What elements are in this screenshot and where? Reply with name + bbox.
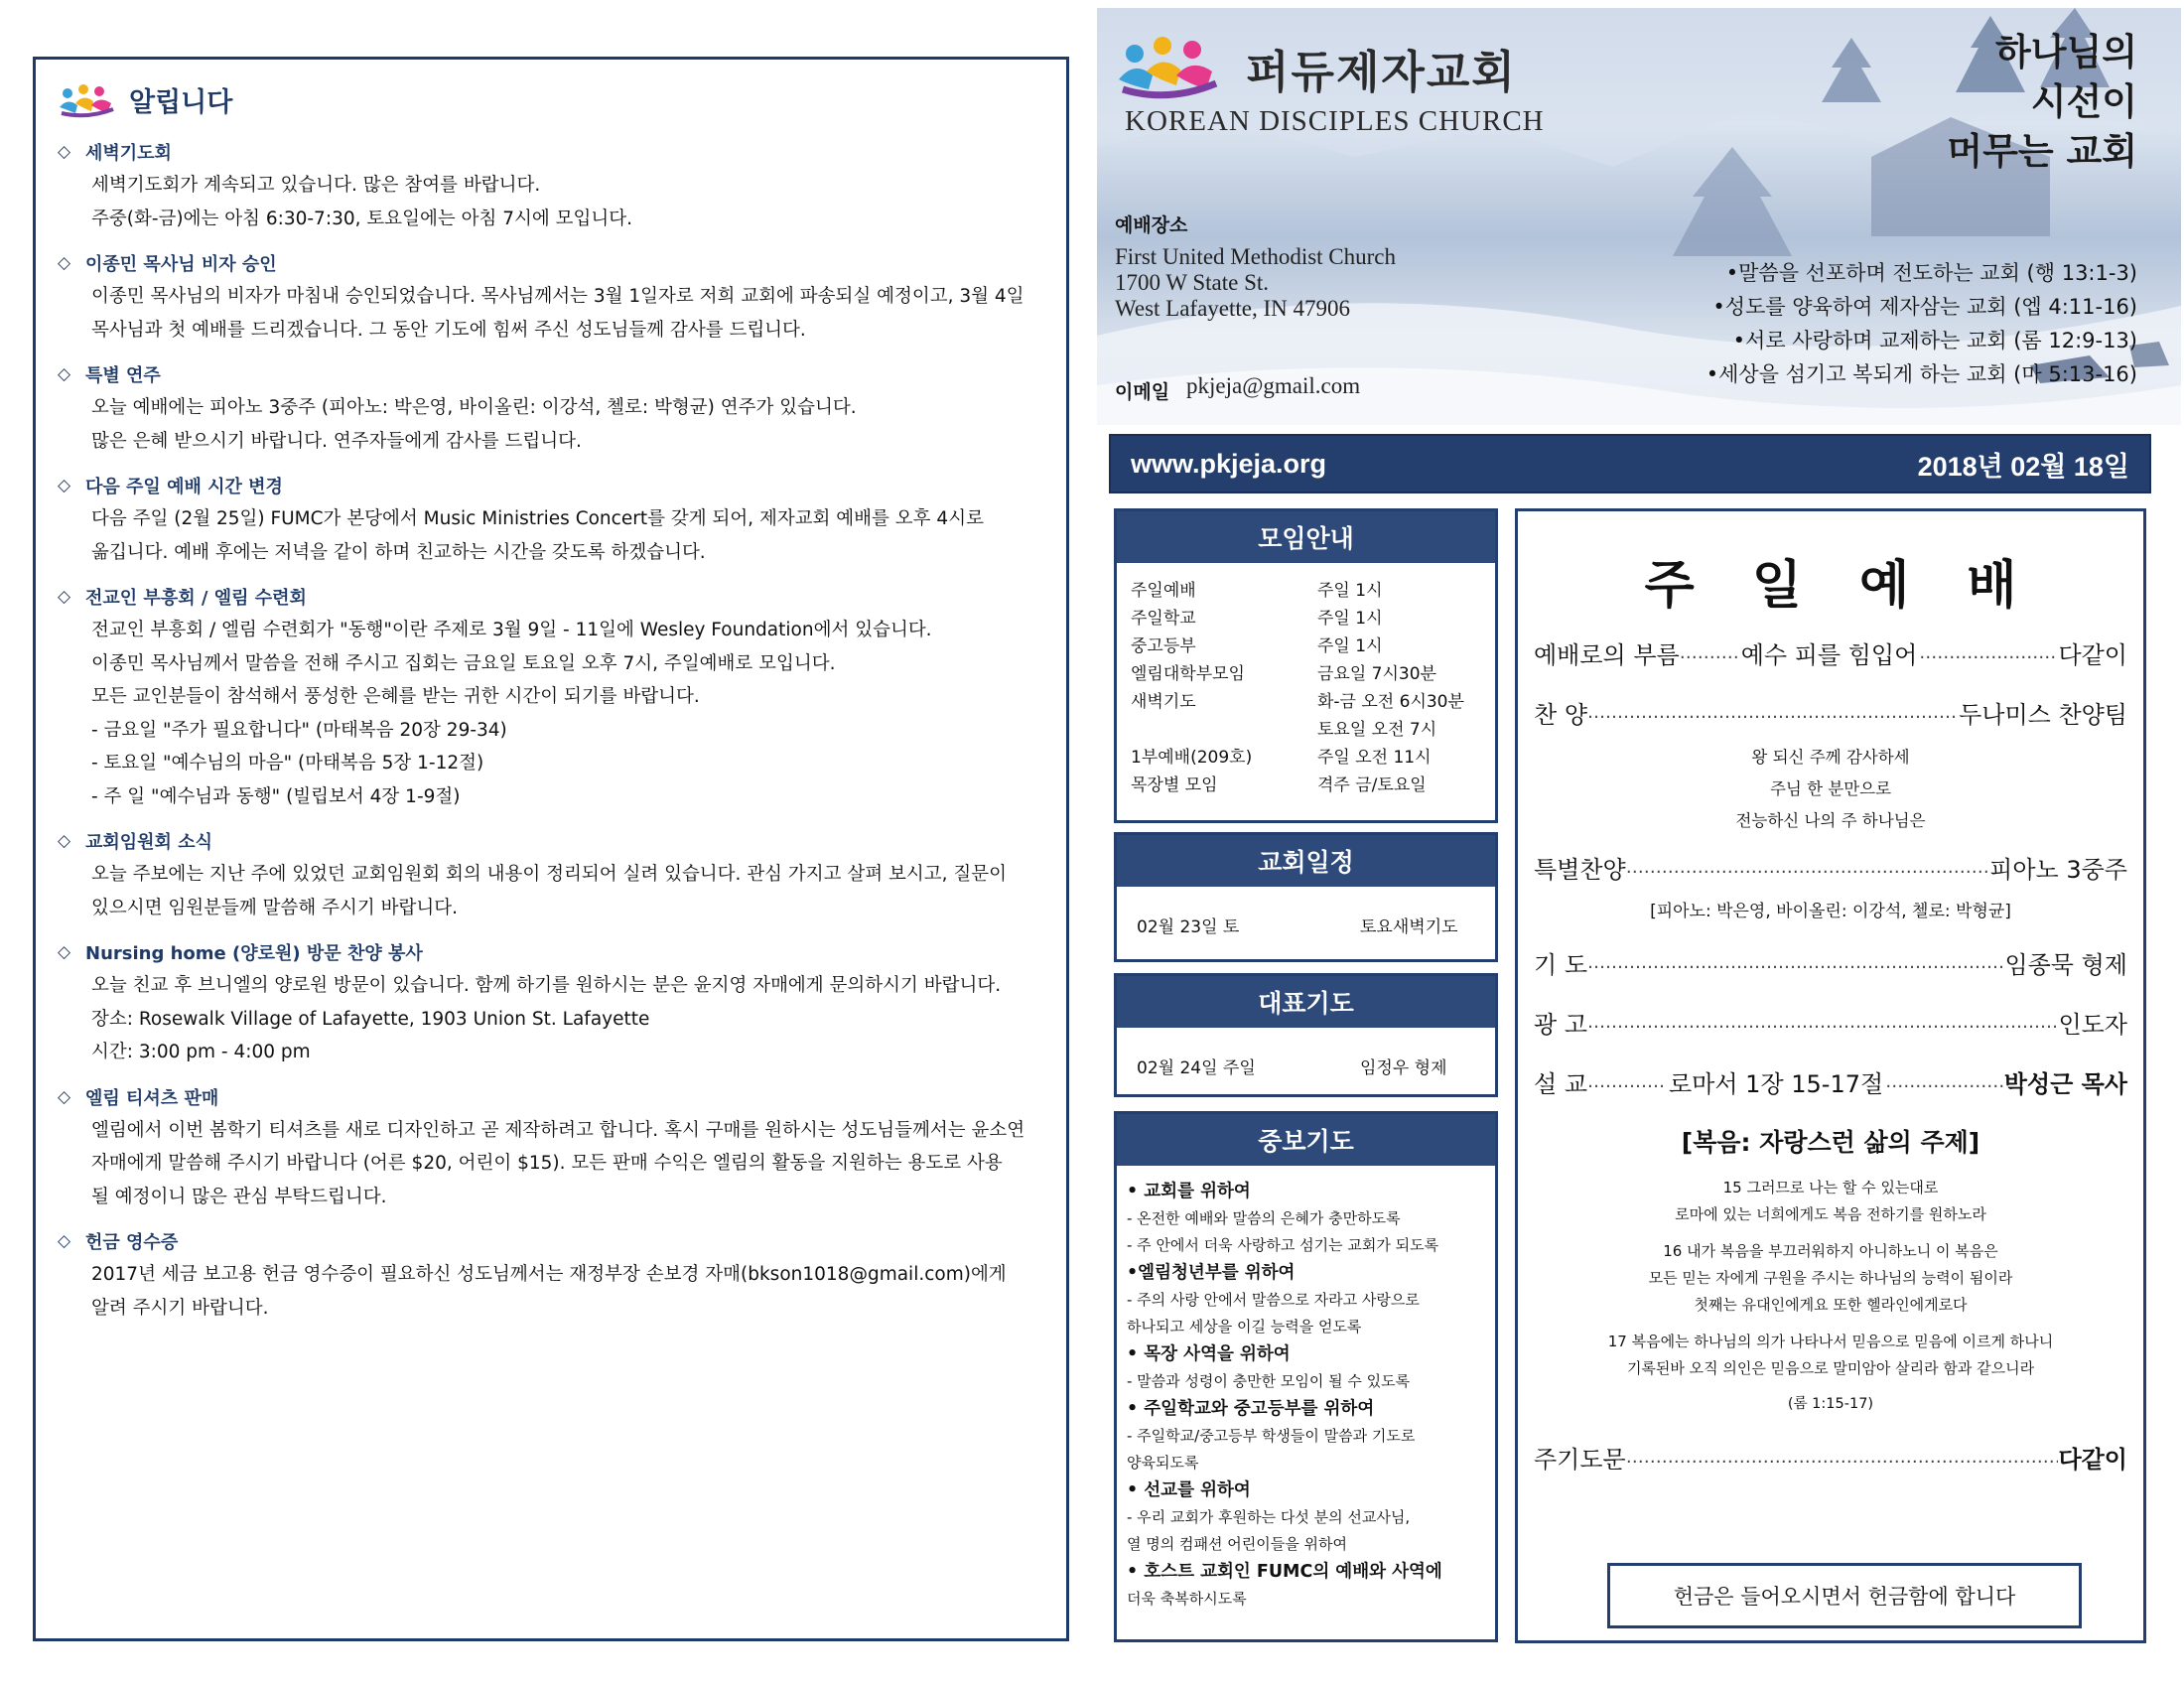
- announcement-item: [58, 357, 1046, 458]
- intercession-detail: 열 명의 컴패션 어린이들을 위하여: [1127, 1535, 1347, 1553]
- order-leader: 인도자: [2058, 1010, 2127, 1039]
- announcement-title: 특별 연주: [85, 365, 161, 386]
- schedule-row: [1117, 887, 1495, 937]
- meetings-box: [1114, 508, 1498, 823]
- verse-line: 17 복음에는 하나님의 의가 나타나서 믿음으로 믿음에 이르게 하나니: [1607, 1333, 2054, 1350]
- slogan-line: 시선이: [2030, 80, 2137, 123]
- order-prayer: [1534, 932, 2127, 992]
- diamond-bullet-icon: ◇: [58, 1086, 71, 1107]
- meeting-time: 주일 1시: [1317, 581, 1383, 601]
- meetings-title: 모임안내: [1117, 511, 1495, 563]
- praise-song: 주님 한 분만으로: [1769, 779, 1892, 798]
- announcements-panel: [33, 57, 1069, 1641]
- announcement-text: 오늘 주보에는 지난 주에 있었던 교회임원회 회의 내용이 정리되어 실려 있습니다. 관심 가지고 살펴 보시고, 질문이: [91, 864, 1008, 885]
- venue-line: First United Methodist Church: [1115, 244, 1397, 269]
- intercession-detail: - 우리 교회가 후원하는 다섯 분의 선교사님,: [1127, 1508, 1411, 1526]
- announcement-text: 2017년 세금 보고용 헌금 영수증이 필요하신 성도님께서는 재정부장 손보경 자매(bkson1018@gmail.com)에게: [91, 1264, 1007, 1285]
- leader-dots: [1885, 1071, 2004, 1092]
- offering-notice: 헌금은 들어오시면서 헌금함에 합니다: [1607, 1563, 2082, 1628]
- announcement-title: 이종민 목사님 비자 승인: [85, 254, 277, 275]
- announcement-title: 헌금 영수증: [85, 1232, 179, 1253]
- worship-title: 주일예배: [1644, 556, 2075, 616]
- order-label: 예배로의 부름: [1534, 640, 1680, 669]
- website-link[interactable]: www.pkjeja.org: [1131, 448, 1327, 479]
- leader-dots: [1587, 702, 1959, 723]
- leader-dots: [1626, 1447, 2059, 1468]
- venue-line: 1700 W State St.: [1115, 270, 1270, 295]
- leader-dots: [1626, 857, 1989, 878]
- meeting-time: 주일 1시: [1317, 636, 1383, 656]
- announcement-text: 옮깁니다. 예배 후에는 저녁을 같이 하며 친교하는 시간을 갖도록 하겠습니다.: [91, 541, 706, 563]
- announcement-text: 이종민 목사님께서 말씀을 전해 주시고 집회는 금요일 토요일 오후 7시, 주일예배로 모입니다.: [91, 652, 836, 674]
- order-label: 특별찬양: [1534, 855, 1626, 884]
- order-leader: 두나미스 찬양팀: [1959, 700, 2127, 729]
- meeting-time: 주일 1시: [1317, 609, 1383, 629]
- order-label: 설 교: [1534, 1069, 1587, 1098]
- verse-line: 로마에 있는 너희에게도 복음 전하기를 원하노라: [1675, 1205, 1986, 1223]
- order-special-music: [1534, 837, 2127, 897]
- announcement-title: 교회임원회 소식: [85, 832, 212, 853]
- order-label: 주기도문: [1534, 1445, 1626, 1474]
- representative-prayer-row: [1117, 1028, 1495, 1078]
- announcement-item: [58, 1224, 1046, 1325]
- meeting-name: 1부예배(209호): [1131, 748, 1253, 768]
- announcement-text: 전교인 부흥회 / 엘림 수련회가 "동행"이란 주제로 3월 9일 - 11일에 Wesley Foundation에서 있습니다.: [91, 620, 932, 640]
- motto-line: •세상을 섬기고 복되게 하는 교회 (마 5:13-16): [1706, 362, 2137, 386]
- meeting-name: 엘림대학부모임: [1131, 664, 1245, 684]
- diamond-bullet-icon: ◇: [58, 587, 71, 607]
- announcement-text: 다음 주일 (2월 25일) FUMC가 본당에서 Music Ministries Concert를 갖게 되어, 제자교회 예배를 오후 4시로: [91, 508, 984, 529]
- leader-dots: [1680, 642, 1739, 663]
- diamond-bullet-icon: ◇: [58, 831, 71, 851]
- intercession-detail: - 온전한 예배와 말씀의 은혜가 충만하도록: [1127, 1209, 1401, 1227]
- announcement-heading: [58, 824, 1046, 858]
- order-leader: 다같이: [2058, 1445, 2127, 1474]
- scripture-verse: [1534, 1175, 2127, 1228]
- schedule-event: 토요새벽기도: [1360, 917, 1458, 937]
- church-motto-list: [1706, 256, 2137, 391]
- announcement-item: [58, 469, 1046, 569]
- motto-line: •성도를 양육하여 제자삼는 교회 (엡 4:11-16): [1712, 295, 2137, 319]
- announcement-text: - 토요일 "예수님의 마음" (마태복음 5장 1-12절): [91, 753, 484, 774]
- announcement-text: 엘림에서 이번 봄학기 티셔츠를 새로 디자인하고 곧 제작하려고 합니다. 혹시 구매를 원하시는 성도님들께서는 윤소연: [91, 1119, 1025, 1141]
- church-name-korean: 퍼듀제자교회: [1246, 46, 1517, 98]
- order-leader: 다같이: [2058, 640, 2127, 669]
- announcement-heading: [58, 1224, 1046, 1258]
- announcement-heading: [58, 246, 1046, 280]
- announcement-title: Nursing home (양로원) 방문 찬양 봉사: [85, 943, 423, 964]
- intercession-topic: • 목장 사역을 위하여: [1127, 1344, 1291, 1364]
- order-lords-prayer: [1534, 1427, 2127, 1486]
- announcement-text: 오늘 예배에는 피아노 3중주 (피아노: 박은영, 바이올린: 이강석, 첼로: 박형균) 연주가 있습니다.: [91, 397, 857, 418]
- announcement-item: [58, 580, 1046, 813]
- announcement-heading: [58, 357, 1046, 391]
- leader-dots: [1587, 1071, 1667, 1092]
- praise-song: 왕 되신 주께 감사하세: [1751, 748, 1910, 767]
- prayer-leader: 임정우 형제: [1360, 1058, 1447, 1078]
- announcement-text: 알려 주시기 바랍니다.: [91, 1297, 269, 1319]
- meeting-row: [1131, 633, 1495, 660]
- leader-dots: [1587, 952, 2004, 973]
- scripture-reference: (롬 1:15-17): [1787, 1396, 1874, 1412]
- announcement-heading: [58, 580, 1046, 614]
- email-address[interactable]: pkjeja@gmail.com: [1186, 373, 1361, 398]
- venue-line: West Lafayette, IN 47906: [1115, 296, 1351, 321]
- announcement-heading: [58, 469, 1046, 502]
- announcement-item: [58, 935, 1046, 1069]
- diamond-bullet-icon: ◇: [58, 942, 71, 962]
- meeting-name: 목장별 모임: [1131, 775, 1218, 795]
- church-logo-icon: [1117, 30, 1222, 99]
- leader-dots: [1919, 642, 2058, 663]
- intercession-detail: - 주의 사랑 안에서 말씀으로 자라고 사랑으로: [1127, 1291, 1420, 1309]
- diamond-bullet-icon: ◇: [58, 1231, 71, 1251]
- leader-dots: [1587, 1012, 2058, 1033]
- slogan-line: 하나님의: [1995, 31, 2137, 73]
- announcement-text: 오늘 친교 후 브니엘의 양로원 방문이 있습니다. 함께 하기를 원하시는 분은 윤지영 자매에게 문의하시기 바랍니다.: [91, 975, 1002, 996]
- meeting-name: 중고등부: [1131, 636, 1196, 656]
- sermon-title: [복음: 자랑스런 삶의 주제]: [1681, 1128, 1980, 1157]
- announcement-list: [58, 135, 1046, 1325]
- intercession-topic: • 선교를 위하여: [1127, 1480, 1251, 1500]
- intercession-detail: - 주 안에서 더욱 사랑하고 섬기는 교회가 되도록: [1127, 1236, 1439, 1254]
- announcement-title: 엘림 티셔츠 판매: [85, 1087, 219, 1109]
- announcement-text: 주중(화-금)에는 아침 6:30-7:30, 토요일에는 아침 7시에 모입니다.: [91, 208, 632, 229]
- prayer-date: 02월 24일 주일: [1137, 1058, 1256, 1078]
- verse-line: 첫째는 유대인에게요 또한 헬라인에게로다: [1694, 1296, 1968, 1314]
- announcement-text: 이종민 목사님의 비자가 마침내 승인되었습니다. 목사님께서는 3월 1일자로 저희 교회에 파송되실 예정이고, 3월 4일: [91, 286, 1024, 307]
- motto-line: •말씀을 선포하며 전도하는 교회 (행 13:1-3): [1725, 261, 2137, 285]
- venue-label: 예배장소: [1115, 214, 1188, 236]
- announcement-text: 많은 은혜 받으시기 바랍니다. 연주자들에게 감사를 드립니다.: [91, 430, 582, 452]
- order-leader: 피아노 3중주: [1989, 855, 2127, 884]
- announcement-text: 있으시면 임원분들께 말씀해 주시기 바랍니다.: [91, 897, 458, 918]
- sermon-scripture: 로마서 1장 15-17절: [1669, 1069, 1884, 1098]
- intercession-topic: • 교회를 위하여: [1127, 1182, 1251, 1201]
- diamond-bullet-icon: ◇: [58, 253, 71, 273]
- order-detail: 예수 피를 힘입어: [1740, 640, 1918, 669]
- announcement-title: 세벽기도회: [85, 143, 172, 164]
- meeting-row: [1131, 772, 1495, 799]
- verse-line: 16 내가 복음을 부끄러워하지 아니하노니 이 복음은: [1663, 1242, 1998, 1260]
- meeting-row: [1131, 605, 1495, 633]
- announcement-text: 시간: 3:00 pm - 4:00 pm: [91, 1042, 311, 1062]
- scripture-verse: [1534, 1238, 2127, 1319]
- announcement-text: 자매에게 말씀해 주시기 바랍니다 (어른 $20, 어린이 $15). 모든 판매 수익은 엘림의 활동을 지원하는 용도로 사용: [91, 1153, 1003, 1174]
- order-praise: [1534, 682, 2127, 742]
- intercession-detail: 양육되도록: [1127, 1454, 1199, 1472]
- special-music-performers: [피아노: 박은영, 바이올린: 이강석, 첼로: 박형균]: [1650, 902, 2011, 921]
- verse-line: 모든 믿는 자에게 구원을 주시는 하나님의 능력이 됨이라: [1648, 1269, 2013, 1287]
- announcement-title: 전교인 부흥회 / 엘림 수련회: [85, 588, 307, 609]
- diamond-bullet-icon: ◇: [58, 476, 71, 495]
- order-announcements: [1534, 992, 2127, 1052]
- announcement-heading: [58, 135, 1046, 169]
- intercession-detail: - 주일학교/중고등부 학생들이 말씀과 기도로: [1127, 1427, 1416, 1445]
- announcement-text: 모든 교인분들이 참석해서 풍성한 은혜를 받는 귀한 시간이 되기를 바랍니다.: [91, 686, 700, 707]
- meeting-name: 주일예배: [1131, 581, 1196, 601]
- intercession-topic: •엘림청년부를 위하여: [1127, 1263, 1296, 1283]
- verse-line: 기록된바 오직 의인은 믿음으로 말미암아 살리라 함과 같으니라: [1626, 1359, 2035, 1377]
- announcement-item: [58, 1080, 1046, 1214]
- announcement-text: 목사님과 첫 예배를 드리겠습니다. 그 동안 기도에 힘써 주신 성도님들께 감사를 드립니다.: [91, 319, 806, 341]
- order-leader: 임종묵 형제: [2004, 950, 2127, 979]
- announcement-text: 장소: Rosewalk Village of Lafayette, 1903 Union St. Lafayette: [91, 1008, 650, 1030]
- meeting-time: 토요일 오전 7시: [1317, 720, 1437, 740]
- meeting-row: [1131, 716, 1495, 744]
- meeting-time: 금요일 7시30분: [1317, 664, 1436, 684]
- meetings-list: [1117, 563, 1495, 799]
- motto-line: •서로 사랑하며 교제하는 교회 (롬 12:9-13): [1732, 329, 2137, 352]
- announcement-text: 될 예정이니 많은 관심 부탁드립니다.: [91, 1186, 387, 1207]
- intercession-detail: 하나되고 세상을 이길 능력을 얻도록: [1127, 1318, 1362, 1336]
- order-leader: 박성근 목사: [2003, 1069, 2127, 1098]
- announcement-heading: [58, 935, 1046, 969]
- order-label: 기 도: [1534, 950, 1587, 979]
- announcements-title: 알립니다: [129, 86, 233, 118]
- meeting-time: 주일 오전 11시: [1317, 748, 1432, 768]
- announcements-header: [58, 73, 1046, 125]
- representative-prayer-title: 대표기도: [1117, 976, 1495, 1028]
- url-date-bar: [1109, 434, 2151, 493]
- announcement-text: 세벽기도회가 계속되고 있습니다. 많은 참여를 바랍니다.: [91, 175, 541, 196]
- order-sermon: [1534, 1052, 2127, 1111]
- meeting-row: [1131, 577, 1495, 605]
- slogan-line: 머무는 교회: [1947, 130, 2137, 173]
- email-label: 이메일: [1115, 381, 1170, 403]
- meeting-name: [1131, 716, 1317, 744]
- announcement-item: [58, 246, 1046, 347]
- meeting-row: [1131, 660, 1495, 688]
- church-name-english: KOREAN DISCIPLES CHURCH: [1125, 105, 1545, 137]
- schedule-date: 02월 23일 토: [1137, 917, 1240, 937]
- intercession-detail: 더욱 축복하시도록: [1127, 1590, 1247, 1608]
- praise-song: 전능하신 나의 주 하나님은: [1735, 811, 1926, 830]
- schedule-box: [1114, 832, 1498, 962]
- announcement-title: 다음 주일 예배 시간 변경: [85, 477, 283, 497]
- diamond-bullet-icon: ◇: [58, 142, 71, 162]
- order-label: 광 고: [1534, 1010, 1587, 1039]
- intercession-list: [1117, 1166, 1495, 1613]
- intercession-box: [1114, 1111, 1498, 1642]
- meeting-time: 화-금 오전 6시30분: [1317, 692, 1464, 712]
- intercession-topic: • 호스트 교회인 FUMC의 예배와 사역에: [1127, 1562, 1442, 1582]
- scripture-verse: [1534, 1329, 2127, 1382]
- announcement-text: - 금요일 "주가 필요합니다" (마태복음 20장 29-34): [91, 719, 507, 741]
- announcement-text: - 주 일 "예수님과 동행" (빌립보서 4장 1-9절): [91, 785, 461, 807]
- representative-prayer-box: [1114, 973, 1498, 1097]
- diamond-bullet-icon: ◇: [58, 364, 71, 384]
- announcement-item: [58, 824, 1046, 924]
- meeting-time: 격주 금/토요일: [1317, 775, 1427, 795]
- intercession-topic: • 주일학교와 중고등부를 위하여: [1127, 1399, 1375, 1419]
- church-slogan: [1947, 28, 2137, 177]
- intercession-title: 중보기도: [1117, 1114, 1495, 1166]
- meeting-row: [1131, 744, 1495, 772]
- meeting-row: [1131, 688, 1495, 716]
- schedule-title: 교회일정: [1117, 835, 1495, 887]
- announcement-item: [58, 135, 1046, 235]
- meeting-name: 새벽기도: [1131, 692, 1196, 712]
- order-label: 찬 양: [1534, 700, 1587, 729]
- order-call-to-worship: [1534, 623, 2127, 682]
- intercession-detail: - 말씀과 성령이 충만한 모임이 될 수 있도록: [1127, 1372, 1411, 1390]
- scripture-verses: [1534, 1175, 2127, 1382]
- bulletin-date: 2018년 02월 18일: [1917, 451, 2129, 482]
- announcement-heading: [58, 1080, 1046, 1114]
- verse-line: 15 그러므로 나는 할 수 있는대로: [1722, 1179, 1939, 1196]
- church-banner: [1097, 8, 2181, 425]
- worship-order-panel: [1515, 508, 2146, 1643]
- church-logo-icon: [58, 79, 117, 119]
- meeting-name: 주일학교: [1131, 609, 1196, 629]
